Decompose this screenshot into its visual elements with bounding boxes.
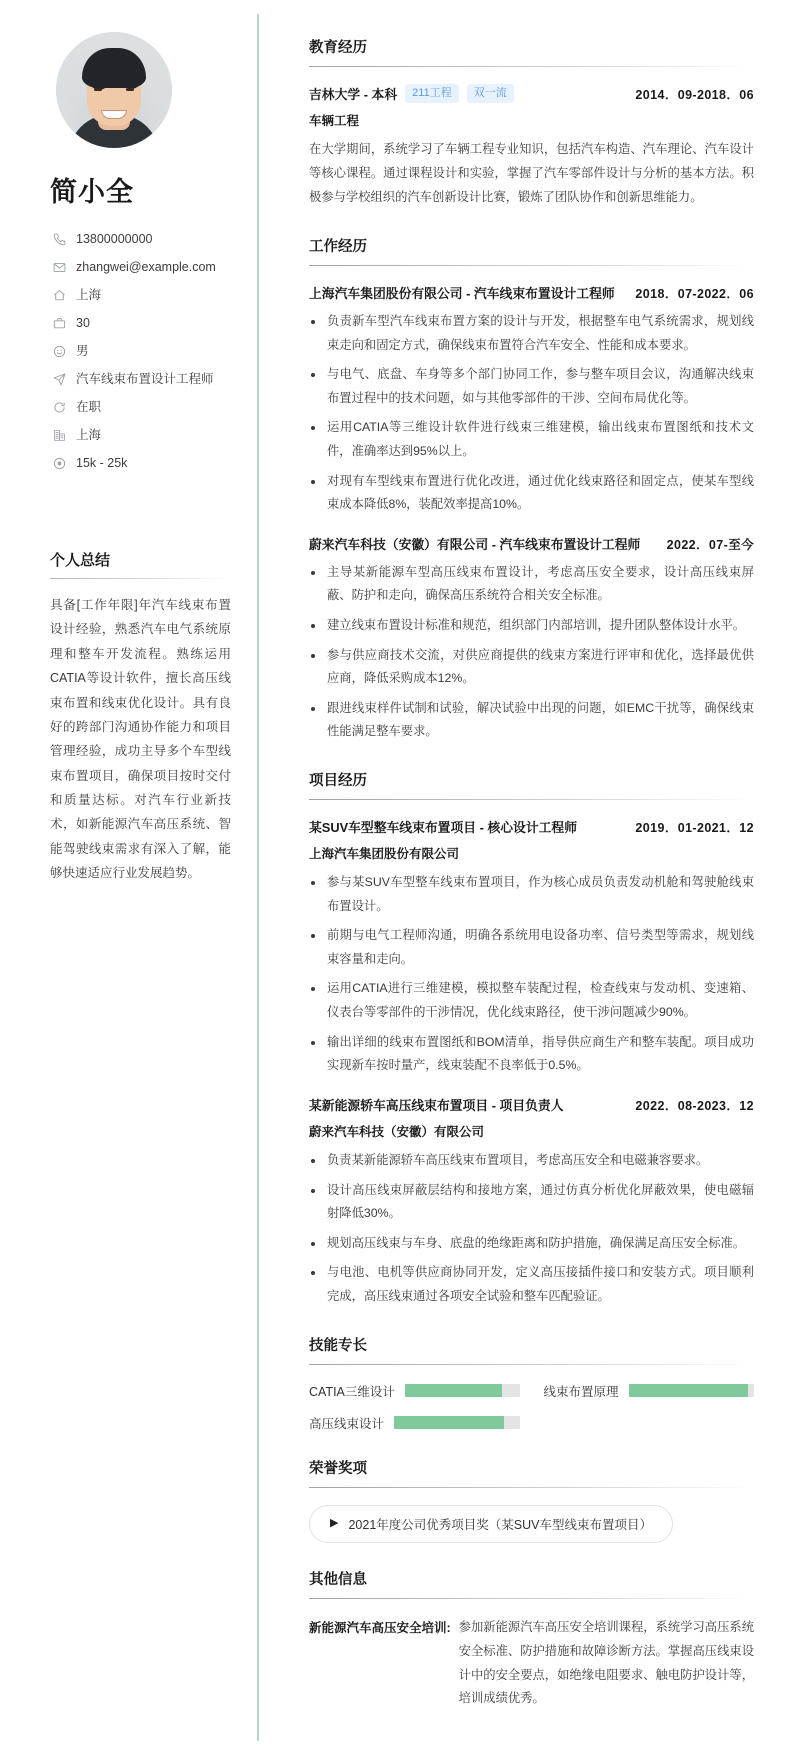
project-bullets bbox=[309, 1149, 754, 1309]
contact-list bbox=[50, 225, 231, 477]
work-entry-head bbox=[309, 534, 754, 553]
project-date: 2019．01-2021．12 bbox=[635, 821, 754, 836]
briefcase-icon bbox=[50, 317, 68, 330]
project-entry-head bbox=[309, 817, 754, 836]
projects-section bbox=[309, 769, 754, 1309]
work-bullet: 对现有车型线束布置进行优化改进，通过优化线束路径和固定点，使某车型线束成本降低8%，装配效率提高10%。 bbox=[309, 470, 754, 517]
project-bullet: 运用CATIA进行三维建模，模拟整车装配过程，检查线束与发动机、变速箱、仪表台等零部件的干涉情况，优化线束路径，使干涉问题减少90%。 bbox=[309, 977, 754, 1024]
triangle-right-icon: ▶ bbox=[330, 1517, 339, 1530]
skills-section bbox=[309, 1334, 754, 1432]
work-heading: 上海汽车集团股份有限公司 - 汽车线束布置设计工程师 bbox=[309, 285, 615, 301]
personal-summary-title: 个人总结 bbox=[50, 549, 231, 579]
contact-value-phone: 13800000000 bbox=[76, 231, 153, 246]
sidebar bbox=[0, 0, 259, 1749]
work-date: 2022．07-至今 bbox=[666, 537, 754, 552]
target-icon bbox=[50, 457, 68, 470]
home-icon bbox=[50, 289, 68, 302]
contact-item-age bbox=[50, 309, 231, 337]
project-heading: 某SUV车型整车线束布置项目 - 核心设计工程师 bbox=[309, 820, 578, 836]
other-info-row bbox=[309, 1616, 754, 1712]
project-entry-head bbox=[309, 1095, 754, 1114]
skill-progress-bar bbox=[394, 1416, 519, 1429]
contact-item-job-status bbox=[50, 393, 231, 421]
work-bullet: 跟进线束样件试制和试验，解决试验中出现的问题，如EMC干扰等，确保线束性能满足整车要求。 bbox=[309, 697, 754, 744]
education-date: 2014．09-2018．06 bbox=[635, 88, 754, 102]
project-bullet: 前期与电气工程师沟通，明确各系统用电设备功率、信号类型等需求，规划线束容量和走向。 bbox=[309, 924, 754, 971]
contact-item-gender bbox=[50, 337, 231, 365]
project-bullet: 设计高压线束屏蔽层结构和接地方案，通过仿真分析优化屏蔽效果，使电磁辐射降低30%。 bbox=[309, 1179, 754, 1226]
skill-label: CATIA三维设计 bbox=[309, 1384, 395, 1399]
project-entry-head-left bbox=[309, 817, 577, 836]
project-date: 2022．08-2023．12 bbox=[635, 1098, 754, 1113]
skill-progress-fill bbox=[394, 1416, 504, 1429]
work-bullet: 建立线束布置设计标准和规范，组织部门内部培训，提升团队整体设计水平。 bbox=[309, 614, 754, 638]
work-entry bbox=[309, 534, 754, 744]
work-bullet: 主导某新能源车型高压线束布置设计，考虑高压安全要求，设计高压线束屏蔽、防护和走向，确保高压系统符合相关安全标准。 bbox=[309, 561, 754, 608]
project-entry bbox=[309, 817, 754, 1078]
skill-progress-bar bbox=[629, 1384, 754, 1397]
avatar-eye-right bbox=[126, 88, 134, 91]
avatar-photo bbox=[56, 32, 172, 148]
skill-item bbox=[309, 1382, 520, 1400]
contact-item-work-city bbox=[50, 421, 231, 449]
education-title: 教育经历 bbox=[309, 36, 754, 67]
honors-title: 荣誉奖项 bbox=[309, 1457, 754, 1488]
project-heading: 某新能源轿车高压线束布置项目 - 项目负责人 bbox=[309, 1097, 564, 1113]
project-bullet: 规划高压线束与车身、底盘的绝缘距离和防护措施，确保满足高压安全标准。 bbox=[309, 1232, 754, 1256]
skills-grid bbox=[309, 1382, 754, 1432]
skill-label: 线束布置原理 bbox=[543, 1384, 619, 1399]
contact-item-email bbox=[50, 253, 231, 281]
education-entry bbox=[309, 84, 754, 210]
work-title: 工作经历 bbox=[309, 235, 754, 266]
work-bullet: 与电气、底盘、车身等多个部门协同工作，参与整车项目会议，沟通解决线束布置过程中的技术问题，如与其他零部件的干涉、空间布局优化等。 bbox=[309, 363, 754, 410]
work-heading: 蔚来汽车科技（安徽）有限公司 - 汽车线束布置设计工程师 bbox=[309, 536, 641, 552]
project-entry bbox=[309, 1095, 754, 1309]
person-name: 简小全 bbox=[50, 177, 134, 207]
main-content bbox=[259, 0, 794, 1749]
honor-text: 2021年度公司优秀项目奖（某SUV车型线束布置项目） bbox=[348, 1517, 652, 1532]
project-bullet: 与电池、电机等供应商协同开发，定义高压接插件接口和安装方式。项目顺利完成，高压线束通过各项安全试验和整车匹配验证。 bbox=[309, 1261, 754, 1308]
skill-item bbox=[544, 1382, 755, 1400]
contact-item-salary bbox=[50, 449, 231, 477]
education-school: 吉林大学 - 本科 bbox=[309, 87, 398, 102]
education-entry-head-left bbox=[309, 84, 514, 103]
work-bullets bbox=[309, 561, 754, 744]
education-tag-shuangyiliu: 双一流 bbox=[467, 84, 514, 103]
personal-summary-text: 具备[工作年限]年汽车线束布置设计经验，熟悉汽车电气系统原理和整车开发流程。熟练运用CATIA等设计软件，擅长高压线束布置和线束优化设计。具有良好的跨部门沟通协作能力和项目管理经验，成功主导多个车型线束布置项目，确保项目按时交付和质量达标。对汽车行业新技术，如新能源汽车高压系统、智能驾驶线束需求有深入了解，能够快速适应行业发展趋势。 bbox=[50, 598, 231, 881]
work-bullet: 参与供应商技术交流，对供应商提供的线束方案进行评审和优化，选择最优供应商，降低采购成本12%。 bbox=[309, 644, 754, 691]
skills-title: 技能专长 bbox=[309, 1334, 754, 1365]
project-bullets bbox=[309, 871, 754, 1078]
contact-item-position bbox=[50, 365, 231, 393]
project-company: 蔚来汽车科技（安徽）有限公司 bbox=[309, 1124, 485, 1139]
work-entry-head bbox=[309, 283, 754, 302]
other-info-section bbox=[309, 1568, 754, 1712]
work-entry-head-left bbox=[309, 534, 640, 553]
honors-section bbox=[309, 1457, 754, 1543]
education-major: 车辆工程 bbox=[309, 114, 360, 128]
skill-label: 高压线束设计 bbox=[309, 1416, 385, 1431]
avatar-hair bbox=[82, 48, 146, 88]
contact-value-email: zhangwei@example.com bbox=[76, 259, 216, 274]
work-section bbox=[309, 235, 754, 744]
other-info-label: 新能源汽车高压安全培训: bbox=[309, 1620, 451, 1635]
education-description: 在大学期间，系统学习了车辆工程专业知识，包括汽车构造、汽车理论、汽车设计等核心课程。通过课程设计和实验，掌握了汽车零部件设计与分析的基本方法。积极参与学校组织的汽车创新设计比赛，锻炼了团队协作和创新思维能力。 bbox=[309, 142, 754, 204]
work-entry-head-left bbox=[309, 283, 615, 302]
project-bullet: 输出详细的线束布置图纸和BOM清单，指导供应商生产和整车装配。项目成功实现新车按时量产，线束装配不良率低于0.5%。 bbox=[309, 1031, 754, 1078]
skill-progress-fill bbox=[629, 1384, 748, 1397]
education-entry-head bbox=[309, 84, 754, 103]
work-bullet: 运用CATIA等三维设计软件进行线束三维建模，输出线束布置图纸和技术文件，准确率达到95%以上。 bbox=[309, 416, 754, 463]
project-company: 上海汽车集团股份有限公司 bbox=[309, 847, 460, 862]
contact-value-job-status: 在职 bbox=[76, 399, 102, 414]
other-info-value: 参加新能源汽车高压安全培训课程，系统学习高压系统安全标准、防护措施和故障诊断方法。掌握高压线束设计中的安全要点，如绝缘电阻要求、触电防护设计等，培训成绩优秀。 bbox=[458, 1619, 754, 1706]
honor-item[interactable] bbox=[309, 1505, 673, 1543]
refresh-icon bbox=[50, 401, 68, 414]
work-bullet: 负责新车型汽车线束布置方案的设计与开发，根据整车电气系统需求，规划线束走向和固定方式，确保线束布置符合汽车安全、性能和成本要求。 bbox=[309, 310, 754, 357]
email-icon bbox=[50, 261, 68, 274]
contact-value-salary: 15k - 25k bbox=[76, 455, 128, 470]
avatar-eye-left bbox=[94, 88, 102, 91]
project-bullet: 参与某SUV车型整车线束布置项目，作为核心成员负责发动机舱和驾驶舱线束布置设计。 bbox=[309, 871, 754, 918]
contact-item-phone bbox=[50, 225, 231, 253]
avatar bbox=[56, 32, 172, 148]
skill-item bbox=[309, 1414, 520, 1432]
work-date: 2018．07-2022．06 bbox=[635, 286, 754, 301]
contact-value-position: 汽车线束布置设计工程师 bbox=[76, 371, 214, 386]
smiley-icon bbox=[50, 345, 68, 358]
skill-progress-fill bbox=[405, 1384, 502, 1397]
contact-value-gender: 男 bbox=[76, 343, 89, 358]
projects-title: 项目经历 bbox=[309, 769, 754, 800]
other-info-title: 其他信息 bbox=[309, 1568, 754, 1599]
project-entry-head-left bbox=[309, 1095, 564, 1114]
phone-icon bbox=[50, 233, 68, 246]
education-tag-211: 211工程 bbox=[405, 84, 459, 103]
building-icon bbox=[50, 429, 68, 442]
skill-progress-bar bbox=[405, 1384, 520, 1397]
personal-summary-section bbox=[50, 549, 231, 886]
work-entry bbox=[309, 283, 754, 517]
project-bullet: 负责某新能源轿车高压线束布置项目，考虑高压安全和电磁兼容要求。 bbox=[309, 1149, 754, 1173]
education-section bbox=[309, 36, 754, 210]
contact-value-work-city: 上海 bbox=[76, 427, 102, 442]
contact-value-age: 30 bbox=[76, 315, 90, 330]
contact-item-home bbox=[50, 281, 231, 309]
contact-value-home: 上海 bbox=[76, 287, 102, 302]
paper-plane-icon bbox=[50, 373, 68, 386]
work-bullets bbox=[309, 310, 754, 517]
